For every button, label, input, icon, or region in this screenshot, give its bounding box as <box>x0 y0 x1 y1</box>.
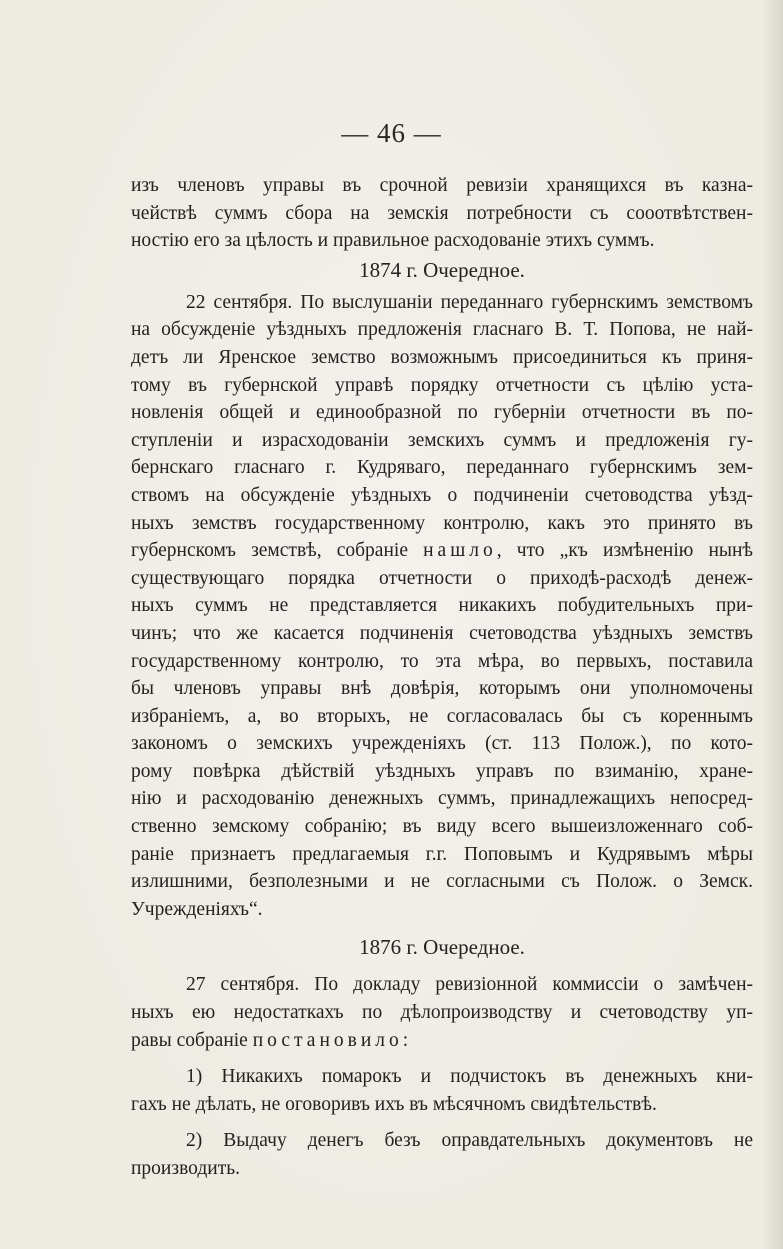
text-line: новленiя общей и единообразной по губернiи отчетности въ по- <box>131 402 753 424</box>
text-fragment: равы собранiе <box>131 1029 248 1051</box>
text-line: тому въ губернской управѣ порядку отчетности съ цѣлiю уста- <box>131 374 753 396</box>
text-fragment: : <box>402 1029 409 1051</box>
text-line: изъ членовъ управы въ срочной ревизiи хранящихся въ казна- <box>131 175 753 196</box>
text-line: 27 сентября. По докладу ревизiонной коммиссiи о замѣчен- <box>186 974 753 996</box>
section-heading-1876: 1876 г. Очередное. <box>359 935 525 960</box>
text-line: 1) Никакихъ помарокъ и подчистокъ въ денежныхъ кни- <box>186 1066 753 1088</box>
text-line: 2) Выдачу денегъ безъ оправдательныхъ документовъ не <box>186 1130 753 1152</box>
page-edge-shadow <box>761 0 783 1249</box>
text-line: ныхъ ею недостаткахъ по дѣлопроизводству и счетоводству уп- <box>131 1002 753 1024</box>
section-heading-1874: 1874 г. Очередное. <box>359 257 525 282</box>
text-line: существующаго порядка отчетности о приходѣ-расходѣ денеж- <box>131 567 753 589</box>
text-line: закономъ о земскихъ учрежденiяхъ (ст. 113 Полож.), по кото- <box>131 733 753 755</box>
text-line: бы членовъ управы внѣ довѣрiя, которымъ они уполномочены <box>131 678 753 700</box>
text-line: ранiе признаетъ предлагаемыя г.г. Поповымъ и Кудрявымъ мѣры <box>131 843 753 865</box>
text-line: гахъ не дѣлать, не оговоривъ ихъ въ мѣсячномъ свидѣтельствѣ. <box>131 1093 657 1115</box>
text-fragment: губернскомъ земствѣ, собранiе <box>131 540 408 562</box>
text-line: ствомъ на обсужденiе уѣздныхъ о подчиненiи счетоводства уѣзд- <box>131 484 753 506</box>
text-line: ныхъ суммъ не представляется никакихъ побудительныхъ при- <box>131 595 753 617</box>
text-line: ностiю его за цѣлость и правильное расходованiе этихъ суммъ. <box>131 230 655 252</box>
text-line: на обсужденiе уѣздныхъ предложенiя гласнаго В. Т. Попова, не най- <box>131 319 753 341</box>
text-line: ныхъ земствъ государственному контролю, какъ это принято въ <box>131 512 753 534</box>
text-line: детъ ли Яренское земство возможнымъ присоединиться къ приня- <box>131 346 753 368</box>
text-line: излишними, безполезными и не согласными съ Полож. о Земск. <box>131 871 753 893</box>
spaced-emphasis: нашло <box>423 540 497 562</box>
text-line <box>131 537 753 565</box>
text-line: 22 сентября. По выслушанiи переданнаго губернскимъ земствомъ <box>186 291 753 313</box>
spaced-emphasis: постановило <box>252 1029 403 1051</box>
page-number: — 46 — <box>341 118 442 148</box>
text-line: чействѣ суммъ сбора на земскiя потребности съ сооотвѣтствен- <box>131 202 753 224</box>
text-line: государственному контролю, то эта мѣра, во первыхъ, поставила <box>131 650 753 672</box>
text-line: чинъ; что же касается подчиненiя счетоводства уѣздныхъ земствъ <box>131 622 753 644</box>
text-line: рому повѣрка дѣйствiй уѣздныхъ управъ по взиманiю, хране- <box>131 760 753 782</box>
text-fragment: , что „къ измѣненiю нынѣ <box>496 540 753 562</box>
text-line: ступленiи и израсходованiи земскихъ суммъ и предложенiя гу- <box>131 429 753 451</box>
text-line: бернскаго гласнаго г. Кудряваго, переданнаго губернскимъ зем- <box>131 457 753 479</box>
text-line: производить. <box>131 1158 240 1179</box>
text-line: Учрежденiяхъ“. <box>131 898 263 920</box>
text-line <box>131 1027 753 1055</box>
text-line: избранiемъ, а, во вторыхъ, не согласовалась бы съ кореннымъ <box>131 705 753 727</box>
text-line: ственно земскому собранiю; въ виду всего вышеизложеннаго соб- <box>131 816 753 838</box>
body-text <box>131 172 753 1183</box>
text-line: нiю и расходованiю денежныхъ суммъ, принадлежащихъ непосред- <box>131 788 753 810</box>
